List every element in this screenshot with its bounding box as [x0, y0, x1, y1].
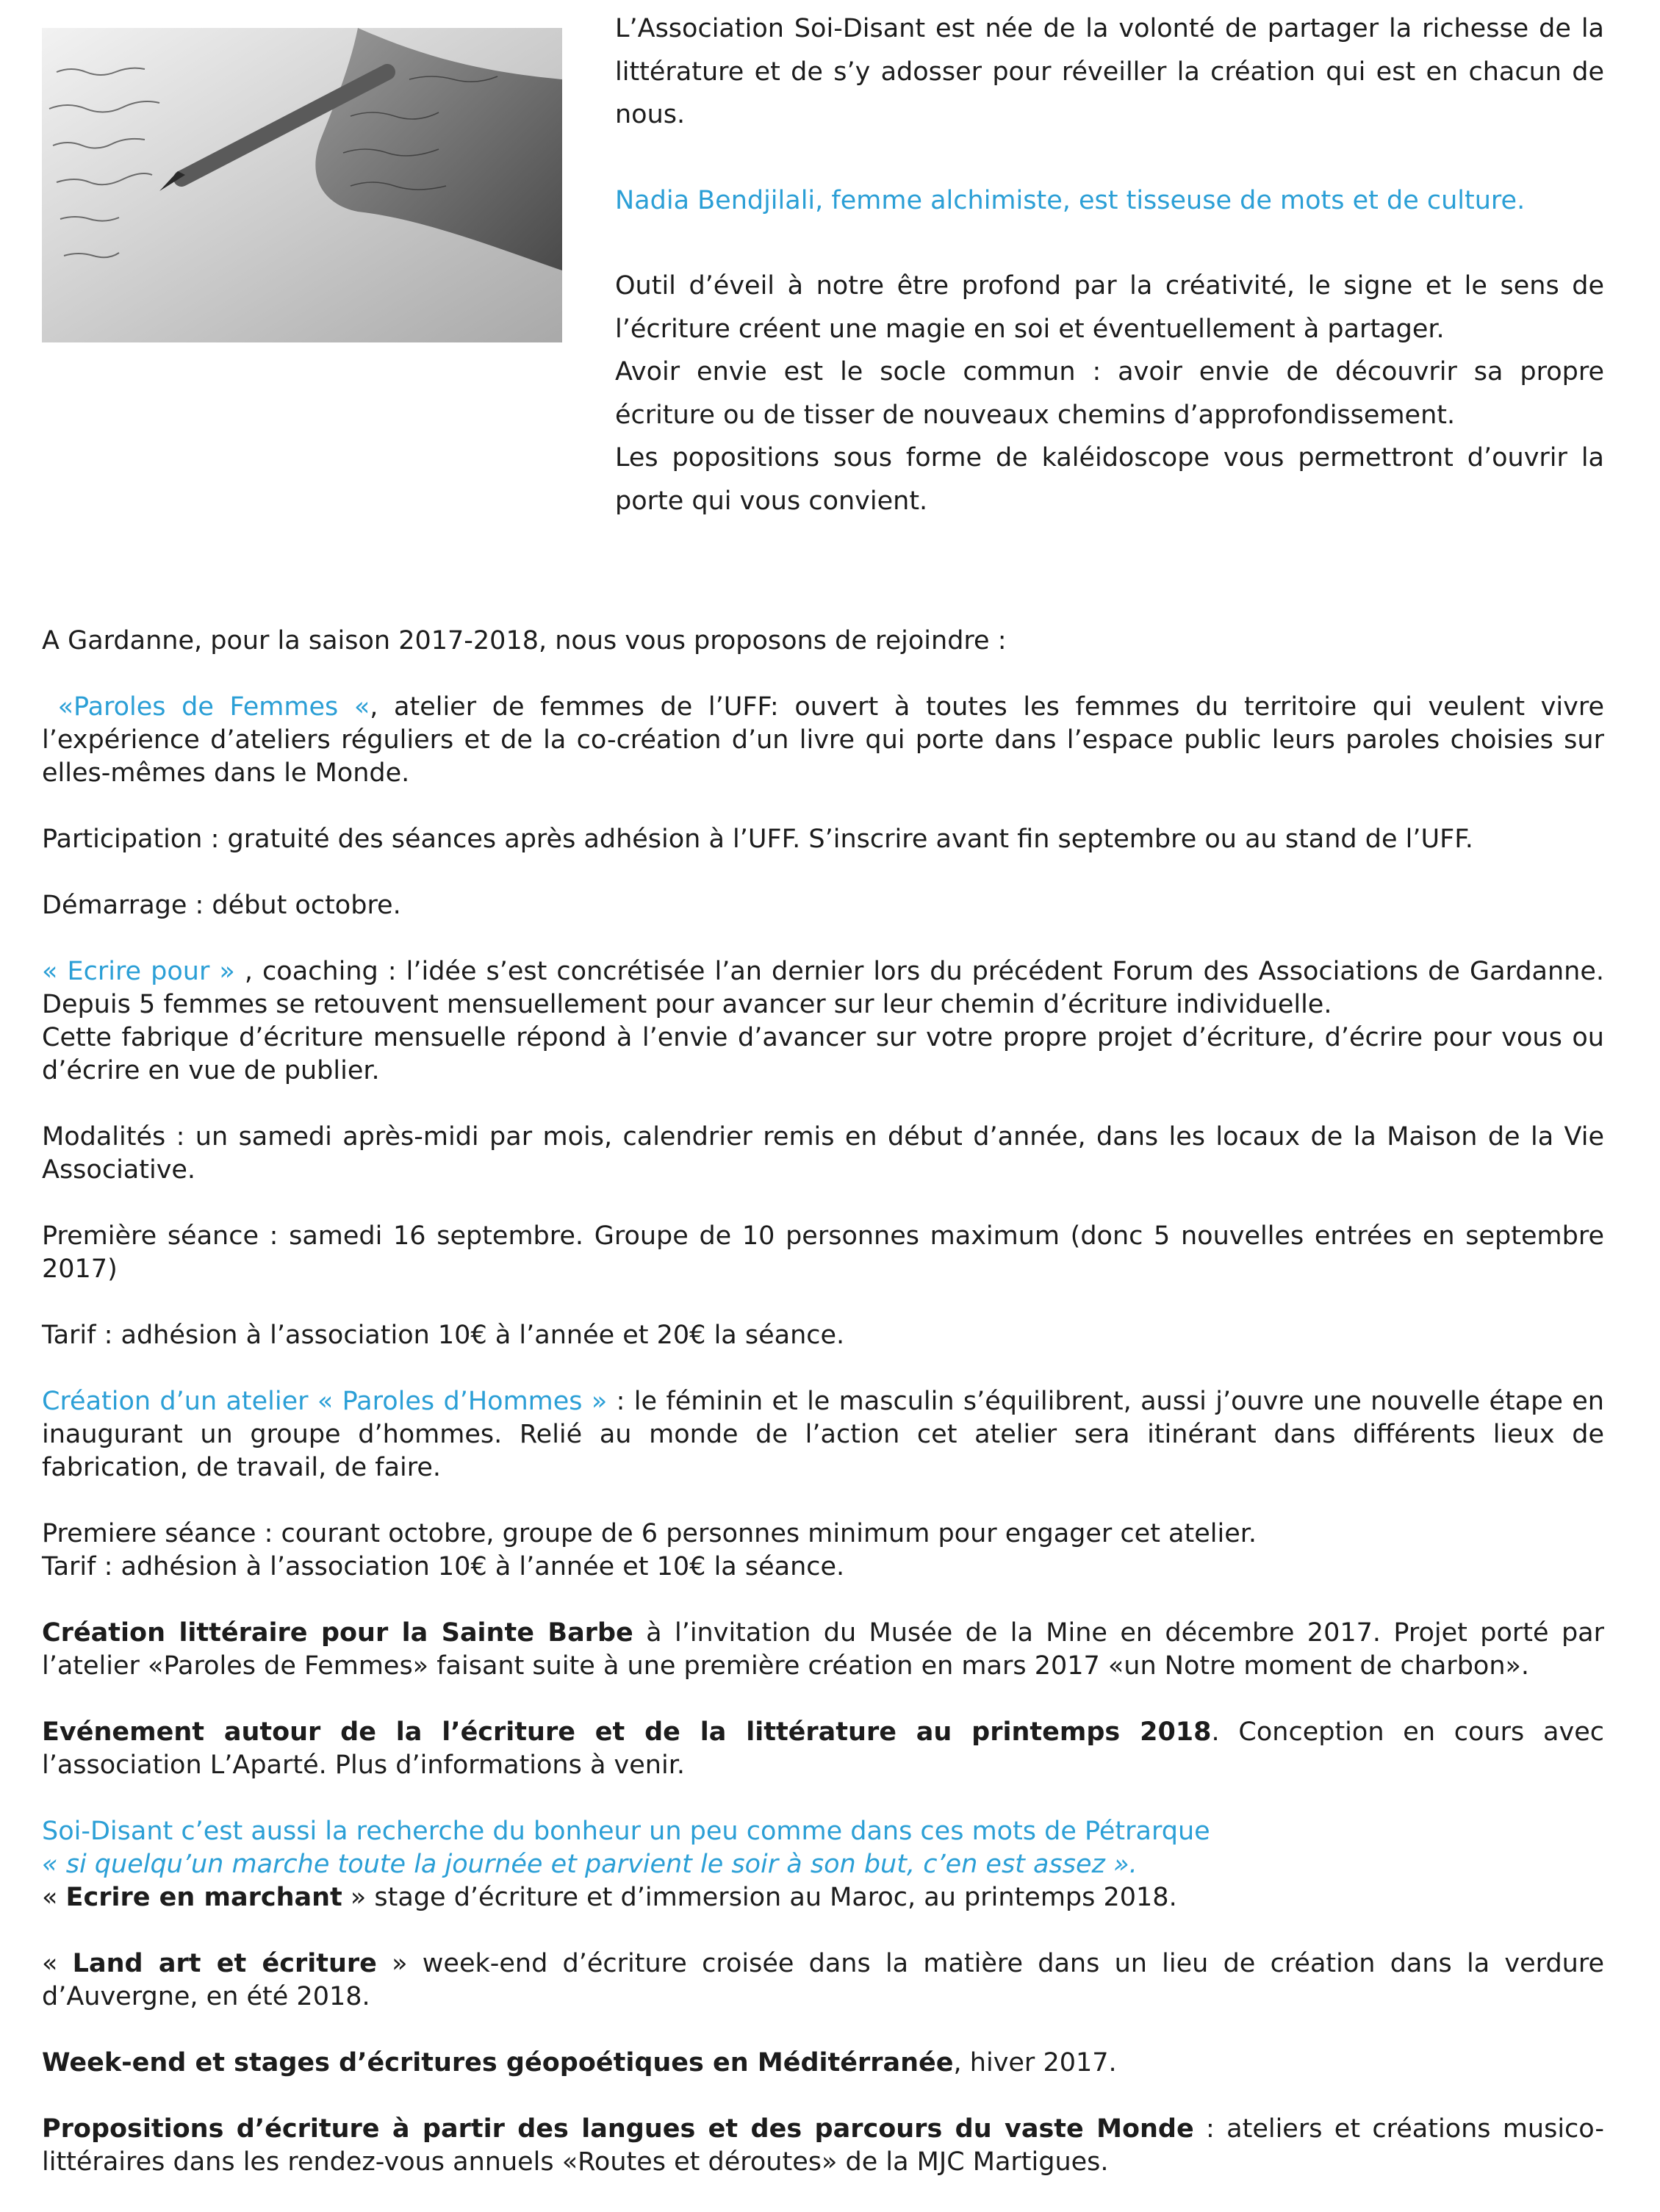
ecrire-en-marchant-paragraph: [42, 1881, 1604, 1914]
paroles-hommes-text: : le féminin et le masculin s’équilibrent, aussi j’ouvre une nouvelle étape en inaugurant un groupe d’hommes. Relié au monde de l’action cet atelier sera itinérant dans différents lieux de fabrication, de travail, de faire.: [42, 1387, 1604, 1482]
sainte-barbe-paragraph: [42, 1617, 1604, 1683]
premiere-seance-paragraph: Première séance : samedi 16 septembre. Groupe de 10 personnes maximum (donc 5 nouvelles entrées en septembre 2017): [42, 1221, 1604, 1284]
demarrage-paragraph: Démarrage : début octobre.: [42, 891, 401, 920]
paroles-hommes-title: Création d’un atelier « Paroles d’Hommes »: [42, 1387, 608, 1416]
intro-paragraph-5: Les popositions sous forme de kaléidoscope vous permettront d’ouvrir la porte qui vous convient.: [615, 443, 1604, 516]
intro-paragraph-3: Outil d’éveil à notre être profond par la créativité, le signe et le sens de l’écriture créent une magie en soi et éventuellement à partager.: [615, 271, 1604, 344]
tarif-hommes-paragraph: Tarif : adhésion à l’association 10€ à l’année et 10€ la séance.: [42, 1552, 845, 1581]
writing-hand-photo: [42, 28, 562, 342]
ecrire-en-marchant-title: Ecrire en marchant: [65, 1883, 342, 1912]
langues-title: Propositions d’écriture à partir des langues et des parcours du vaste Monde: [42, 2114, 1194, 2144]
tarif-paragraph: Tarif : adhésion à l’association 10€ à l’année et 20€ la séance.: [42, 1321, 845, 1350]
lead-paragraph: A Gardanne, pour la saison 2017-2018, nous vous proposons de rejoindre :: [42, 626, 1007, 656]
intro-paragraph-1: L’Association Soi-Disant est née de la volonté de partager la richesse de la littérature et de s’y adosser pour réveiller la création qui est en chacun de nous.: [615, 14, 1604, 129]
land-art-text: » week-end d’écriture croisée dans la matière dans un lieu de création dans la verdure d’Auvergne, en été 2018.: [42, 1949, 1604, 2011]
participation-paragraph: Participation : gratuité des séances après adhésion à l’UFF. S’inscrire avant fin septembre ou au stand de l’UFF.: [42, 825, 1473, 854]
ecrire-pour-title: « Ecrire pour »: [42, 957, 235, 986]
sainte-barbe-text: à l’invitation du Musée de la Mine en décembre 2017. Projet porté par l’atelier «Paroles de Femmes» faisant suite à une première création en mars 2017 «un Notre moment de charbon».: [42, 1618, 1605, 1681]
evenement-text: . Conception en cours avec l’association L’Aparté. Plus d’informations à venir.: [42, 1717, 1604, 1780]
intro-paragraph-4: Avoir envie est le socle commun : avoir envie de découvrir sa propre écriture ou de tisser de nouveaux chemins d’approfondissement.: [615, 357, 1604, 430]
ecrire-en-marchant-text: » stage d’écriture et d’immersion au Maroc, au printemps 2018.: [342, 1883, 1177, 1912]
paroles-hommes-paragraph: [42, 1385, 1604, 1484]
langues-paragraph: [42, 2113, 1604, 2179]
modalites-paragraph: Modalités : un samedi après-midi par mois, calendrier remis en début d’année, dans les locaux de la Maison de la Vie Associative.: [42, 1122, 1604, 1185]
evenement-paragraph: [42, 1716, 1604, 1782]
ecrire-pour-text: , coaching : l’idée s’est concrétisée l’an dernier lors du précédent Forum des Associations de Gardanne. Depuis 5 femmes se retouvent mensuellement pour avancer sur leur chemin d’écriture individuelle.: [42, 957, 1605, 1019]
geopoetique-paragraph: [42, 2047, 1604, 2080]
intro-highlight: Nadia Bendjilali, femme alchimiste, est tisseuse de mots et de culture.: [615, 185, 1526, 215]
sainte-barbe-title: Création littéraire pour la Sainte Barbe: [42, 1618, 633, 1648]
petrarque-line: Soi-Disant c’est aussi la recherche du bonheur un peu comme dans ces mots de Pétrarque: [42, 1817, 1210, 1846]
evenement-title: Evénement autour de la l’écriture et de la littérature au printemps 2018: [42, 1717, 1212, 1747]
ecrire-pour-paragraph-2: Cette fabrique d’écriture mensuelle répond à l’envie d’avancer sur votre propre projet d’écriture, d’écrire pour vous ou d’écrire en vue de publier.: [42, 1023, 1604, 1085]
land-art-title: Land art et écriture: [72, 1949, 377, 1978]
paroles-femmes-paragraph: [42, 691, 1604, 790]
writing-hand-illustration: [42, 28, 562, 342]
program-text: [42, 625, 1604, 2212]
land-art-paragraph: [42, 1947, 1604, 2014]
land-art-open-quote: «: [42, 1949, 73, 1978]
premiere-seance-hommes-paragraph: Premiere séance : courant octobre, groupe de 6 personnes minimum pour engager cet atelier.: [42, 1519, 1257, 1548]
petrarque-quote: « si quelqu’un marche toute la journée et parvient le soir à son but, c’en est assez ».: [42, 1850, 1138, 1879]
geopoetique-text: , hiver 2017.: [953, 2048, 1117, 2078]
geopoetique-title: Week-end et stages d’écritures géopoétiques en Méditérranée: [42, 2048, 954, 2078]
paroles-femmes-title: «Paroles de Femmes «: [57, 692, 370, 722]
petrarque-quote-paragraph: [42, 1848, 1604, 1881]
ecrire-en-marchant-open-quote: «: [42, 1883, 66, 1912]
petrarque-paragraph: [42, 1815, 1604, 1848]
ecrire-pour-paragraph: [42, 955, 1604, 1021]
paroles-femmes-text: , atelier de femmes de l’UFF: ouvert à toutes les femmes du territoire qui veulent vivre l’expérience d’ateliers réguliers et de la co-création d’un livre qui porte dans l’espace public leurs paroles choisies sur elles-mêmes dans le Monde.: [42, 692, 1604, 788]
intro-text: [615, 7, 1604, 523]
langues-text: : ateliers et créations musico-littéraires dans les rendez-vous annuels «Routes et déroutes» de la MJC Martigues.: [42, 2114, 1604, 2177]
